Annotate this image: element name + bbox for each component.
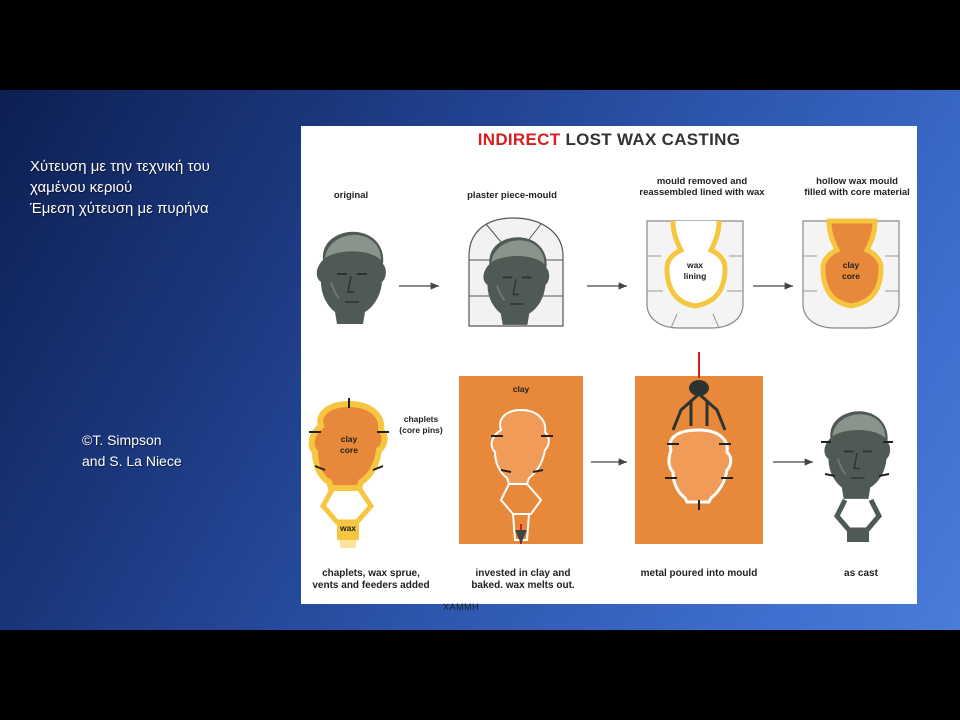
- label-plaster-mould: plaster piece-mould: [467, 190, 557, 201]
- label-clay: clay: [512, 384, 530, 394]
- slide-title-line-2: χαμένου κεριού: [30, 179, 133, 196]
- casting-diagram: [301, 126, 917, 604]
- below-figure-text: ΧΑΜΜΗ: [443, 602, 479, 612]
- plaster-mould: [469, 218, 563, 326]
- label-mould-removed: mould removed and reassembled lined with wax: [639, 176, 765, 198]
- diagram-title-rest: LOST WAX CASTING: [560, 130, 741, 149]
- caption-step7: metal poured into mould: [640, 568, 758, 579]
- credit-line-2: and S. La Niece: [82, 453, 182, 469]
- credit: [82, 430, 182, 472]
- as-cast-bronze: [821, 411, 893, 542]
- label-chaplets: chaplets (core pins): [399, 414, 443, 435]
- label-clay-core-bottom: clay core: [340, 434, 358, 455]
- label-wax: wax: [339, 523, 357, 533]
- slide-title: [30, 156, 290, 219]
- label-wax-lining: wax lining: [683, 260, 707, 281]
- original-head: [317, 232, 386, 324]
- slide-title-line-1: Χύτευση με την τεχνική του: [30, 158, 210, 175]
- slide-title-line-3: Έμεση χύτευση με πυρήνα: [30, 200, 209, 217]
- slide-background: [0, 90, 960, 630]
- label-hollow-mould: hollow wax mould filled with core material: [804, 176, 910, 198]
- metal-pour: [635, 352, 763, 544]
- clay-investment: [459, 376, 583, 544]
- label-clay-core-top: clay core: [842, 260, 860, 281]
- caption-step5: chaplets, wax sprue, vents and feeders added: [312, 568, 430, 591]
- diagram-title-accent: INDIRECT: [477, 130, 561, 149]
- caption-step8: as cast: [844, 568, 878, 579]
- caption-step6: invested in clay and baked. wax melts out.: [471, 568, 575, 591]
- credit-line-1: ©T. Simpson: [82, 432, 162, 448]
- label-original: original: [333, 190, 369, 201]
